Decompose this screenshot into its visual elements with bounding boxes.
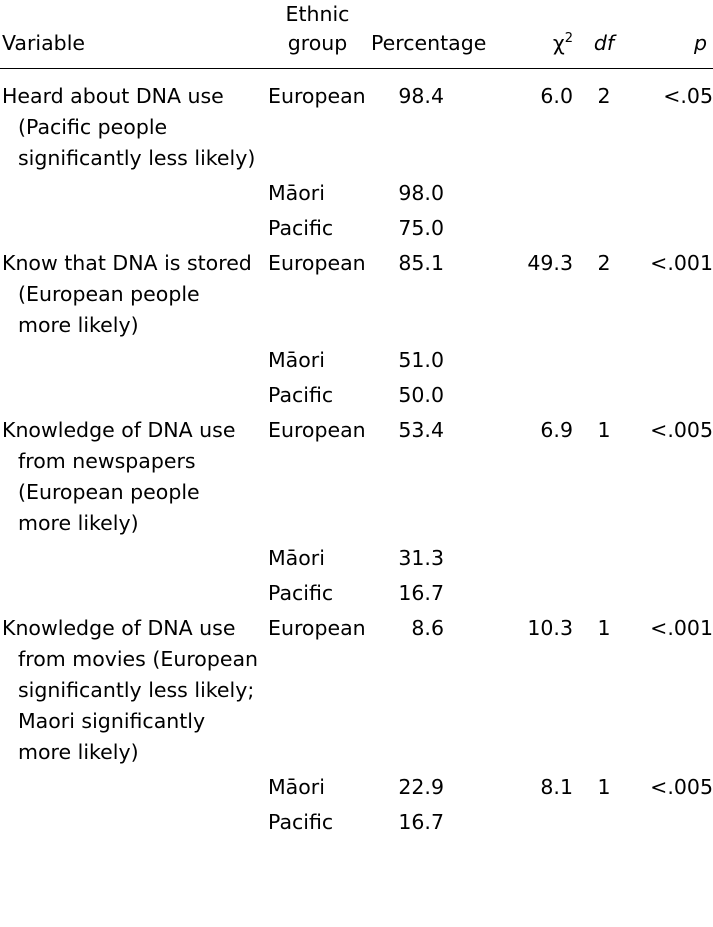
cell-percentage: 16.7: [398, 810, 444, 834]
cell-percentage: 50.0: [398, 383, 444, 407]
header-df: df: [579, 0, 629, 69]
cell-chi-square: 8.1: [540, 775, 573, 799]
header-percentage: Percentage: [371, 0, 484, 69]
cell-variable: [0, 578, 264, 613]
cell-df: [579, 213, 629, 248]
cell-p: <.005: [650, 418, 713, 442]
cell-p: [629, 178, 713, 213]
header-ethnic-line2: group: [287, 31, 348, 55]
cell-df: 2: [597, 84, 611, 108]
table-row: [0, 178, 713, 213]
cell-variable: [0, 248, 264, 345]
cell-chi-square: [484, 178, 579, 213]
cell-df: [579, 578, 629, 613]
cell-df: 1: [597, 418, 611, 442]
table-body: [0, 69, 713, 839]
variable-text: Know that DNA is stored (European people more likely): [2, 251, 252, 337]
cell-df: 1: [597, 616, 611, 640]
table-row: [0, 772, 713, 807]
cell-chi-square: 6.0: [540, 84, 573, 108]
cell-percentage: 8.6: [411, 616, 444, 640]
table-row: [0, 543, 713, 578]
cell-p: [629, 807, 713, 838]
cell-chi-square: [484, 380, 579, 415]
cell-p: <.001: [650, 616, 713, 640]
cell-percentage: 98.4: [398, 84, 444, 108]
header-variable: Variable: [0, 0, 264, 69]
table-row: [0, 345, 713, 380]
cell-df: [579, 543, 629, 578]
cell-p: [629, 380, 713, 415]
cell-variable: [0, 772, 264, 807]
cell-ethnic-group: Pacific: [268, 581, 334, 605]
cell-ethnic-group: European: [268, 616, 366, 640]
cell-ethnic-group: Pacific: [268, 810, 334, 834]
header-chi-sup: 2: [564, 31, 573, 47]
cell-percentage: 75.0: [398, 216, 444, 240]
cell-chi-square: 6.9: [540, 418, 573, 442]
cell-chi-square: [484, 543, 579, 578]
cell-df: [579, 380, 629, 415]
cell-ethnic-group: European: [268, 84, 366, 108]
cell-df: [579, 807, 629, 838]
cell-ethnic-group: Pacific: [268, 383, 334, 407]
cell-p: [629, 578, 713, 613]
cell-p: <.005: [650, 775, 713, 799]
cell-variable: [0, 380, 264, 415]
table-row: [0, 380, 713, 415]
cell-variable: [0, 613, 264, 772]
cell-variable: [0, 178, 264, 213]
cell-df: 2: [597, 251, 611, 275]
table-row: [0, 213, 713, 248]
cell-df: 1: [597, 775, 611, 799]
cell-percentage: 31.3: [398, 546, 444, 570]
cell-chi-square: 10.3: [527, 616, 573, 640]
cell-chi-square: [484, 345, 579, 380]
cell-ethnic-group: Pacific: [268, 216, 334, 240]
cell-chi-square: 49.3: [527, 251, 573, 275]
cell-ethnic-group: European: [268, 418, 366, 442]
table-row: [0, 415, 713, 543]
cell-percentage: 22.9: [398, 775, 444, 799]
cell-ethnic-group: Māori: [268, 775, 325, 799]
header-ethnic-group: [264, 0, 371, 69]
cell-df: [579, 345, 629, 380]
table-row: [0, 578, 713, 613]
cell-percentage: 85.1: [398, 251, 444, 275]
cell-variable: [0, 807, 264, 838]
header-row: [0, 0, 713, 69]
variable-text: Knowledge of DNA use from movies (European significantly less likely; Maori significantly more likely): [2, 616, 259, 764]
cell-percentage: 98.0: [398, 181, 444, 205]
cell-percentage: 53.4: [398, 418, 444, 442]
cell-df: [579, 178, 629, 213]
cell-ethnic-group: Māori: [268, 348, 325, 372]
table-row: [0, 248, 713, 345]
cell-percentage: 51.0: [398, 348, 444, 372]
cell-variable: [0, 213, 264, 248]
header-chi-symbol: χ: [552, 31, 565, 55]
table-row: [0, 613, 713, 772]
cell-p: [629, 345, 713, 380]
table-row: [0, 807, 713, 838]
header-ethnic-line1: Ethnic: [285, 2, 350, 26]
cell-p: [629, 213, 713, 248]
cell-p: [629, 543, 713, 578]
table-row: [0, 69, 713, 179]
cell-variable: [0, 69, 264, 179]
cell-chi-square: [484, 807, 579, 838]
cell-ethnic-group: Māori: [268, 181, 325, 205]
cell-variable: [0, 543, 264, 578]
cell-variable: [0, 415, 264, 543]
cell-chi-square: [484, 213, 579, 248]
variable-text: Knowledge of DNA use from newspapers (European people more likely): [2, 418, 236, 535]
header-p: p: [629, 0, 713, 69]
cell-ethnic-group: European: [268, 251, 366, 275]
cell-ethnic-group: Māori: [268, 546, 325, 570]
cell-percentage: 16.7: [398, 581, 444, 605]
cell-chi-square: [484, 578, 579, 613]
cell-variable: [0, 345, 264, 380]
cell-p: <.05: [663, 84, 713, 108]
header-chi-square: [484, 0, 579, 69]
cell-p: <.001: [650, 251, 713, 275]
variable-text: Heard about DNA use (Pacific people significantly less likely): [2, 84, 256, 170]
